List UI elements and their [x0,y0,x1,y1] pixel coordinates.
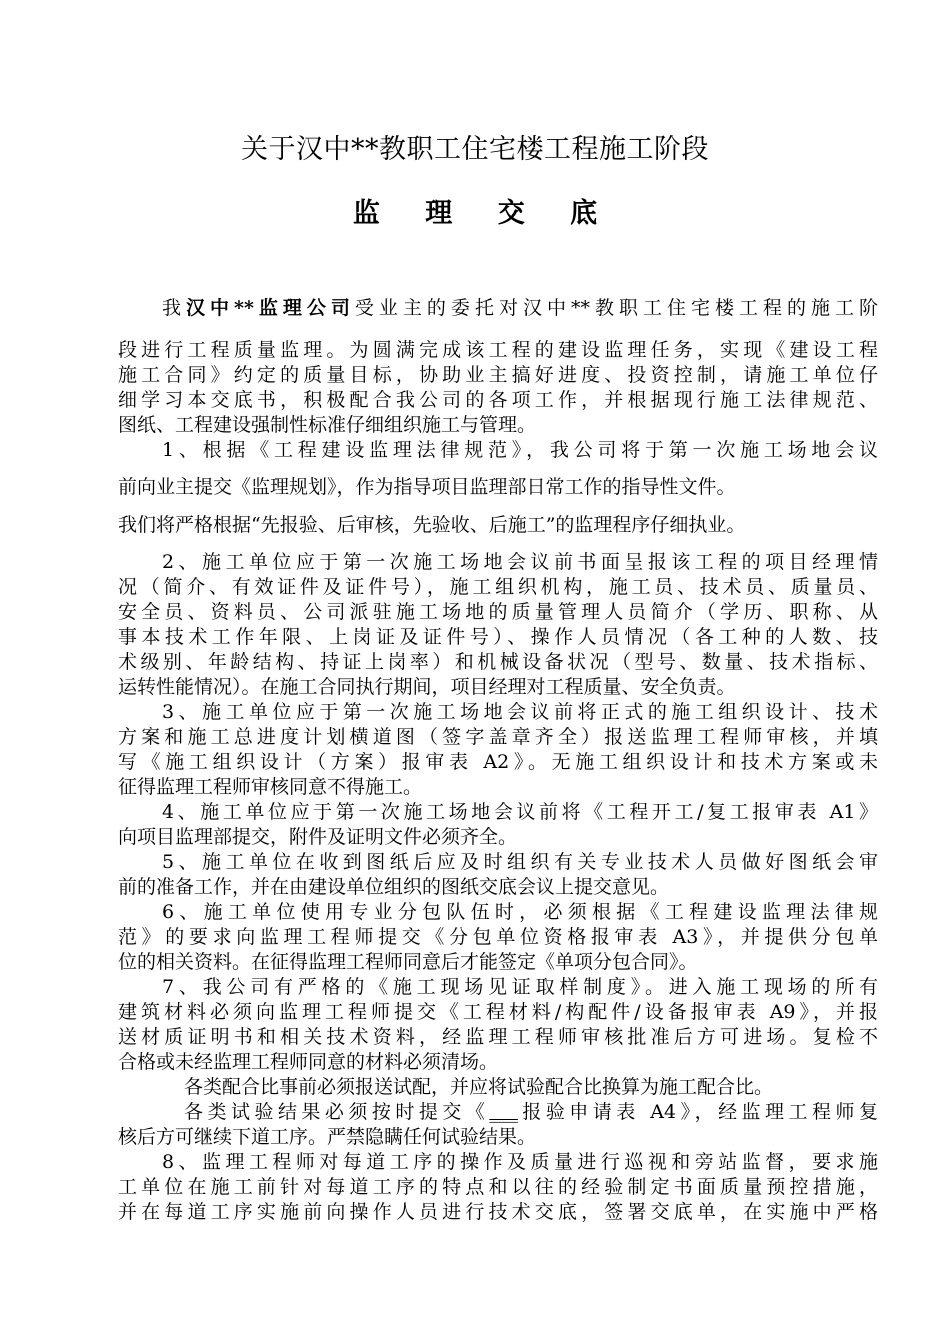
paragraph-8 [118,1150,878,1225]
paragraph-line: 核后方可继续下道工序。严禁隐瞒任何试验结果。 [118,1126,537,1148]
paragraph-line: 各类配合比事前必须报送试配，并应将试验配合比换算为施工配合比。 [184,1076,774,1098]
paragraph-line: 4、施工单位应于第一次施工场地会议前将《工程开工/复工报审表 A1》 [162,801,878,823]
paragraph-line: 范》的要求向监理工程师提交《分包单位资格报审表 A3》，并提供分包单 [118,926,878,948]
paragraph-line: 并在每道工序实施前向操作人员进行技术交底，签署交底单，在实施中严格 [118,1201,878,1223]
paragraph-line: 方案和施工总进度计划横道图（签字盖章齐全）报送监理工程师审核，并填 [118,726,878,748]
paragraph-text: 报验申请表 A4》，经监理工程师复 [517,1101,878,1123]
document-subtitle [0,196,950,232]
paragraph-line: 施工合同》约定的质量目标，协助业主搞好进度、投资控制，请施工单位仔 [118,364,878,386]
paragraph-line: 细学习本交底书，积极配合我公司的各项工作，并根据现行施工法律规范、 [118,389,878,411]
intro-paragraph [118,296,878,438]
paragraph-line: 图纸、工程建设强制性标准仔细组织施工与管理。 [118,414,537,436]
paragraph-1 [118,438,878,538]
paragraph-line: 7、我公司有严格的《施工现场见证取样制度》。进入施工现场的所有 [162,976,878,998]
paragraph-line: 8、监理工程师对每道工序的操作及质量进行巡视和旁站监督，要求施 [162,1151,878,1173]
paragraph-2 [118,550,878,700]
paragraph-line: 段进行工程质量监理。为圆满完成该工程的建设监理任务，实现《建设工程 [118,339,878,361]
paragraph-line: 向项目监理部提交，附件及证明文件必须齐全。 [118,826,518,848]
paragraph-line: 写《施工组织设计（方案）报审表 A2》。无施工组织设计和技术方案或未 [118,751,878,773]
document-body [118,296,878,1225]
paragraph-7 [118,975,878,1150]
paragraph-line: 2、施工单位应于第一次施工场地会议前书面呈报该工程的项目经理情 [162,551,878,573]
paragraph-line: 况（简介、有效证件及证件号），施工组织机构，施工员、技术员、质量员、 [118,576,878,598]
document-title: 关于汉中**教职工住宅楼工程施工阶段 [241,134,709,165]
paragraph-line: 我们将严格根据“先报验、后审核，先验收、后施工”的监理程序仔细执业。 [118,514,746,536]
paragraph-line: 5、施工单位在收到图纸后应及时组织有关专业技术人员做好图纸会审 [162,851,878,873]
intro-prefix: 我 [162,297,187,319]
paragraph-line: 合格或未经监理工程师同意的材料必须清场。 [118,1051,499,1073]
paragraph-line: 建筑材料必须向监理工程师提交《工程材料/构配件/设备报审表 A9》，并报 [118,1001,878,1023]
paragraph-6 [118,900,878,975]
paragraph-line: 6、施工单位使用专业分包队伍时，必须根据《工程建设监理法律规 [162,901,878,923]
paragraph-line: 运转性能情况）。在施工合同执行期间，项目经理对工程质量、安全负责。 [118,676,736,698]
paragraph-line: 送材质证明书和相关技术资料，经监理工程师审核批准后方可进场。复检不 [118,1026,878,1048]
intro-text: 受业主的委托对汉中**教职工住宅楼工程的施工阶 [354,297,878,319]
paragraph-line: 工单位在施工前针对每道工序的特点和以往的经验制定书面质量预控措施， [118,1176,878,1198]
subtitle-char: 理 [425,198,453,229]
paragraph-line: 位的相关资料。在征得监理工程师同意后才能签定《单项分包合同》。 [118,951,698,973]
paragraph-text: 各类试验结果必须按时提交《 [184,1101,490,1123]
paragraph-4 [118,800,878,850]
paragraph-3 [118,700,878,800]
subtitle-char: 监 [352,198,380,229]
blank-field: ___ [489,1101,518,1123]
paragraph-line: 前向业主提交《监理规划》，作为指导项目监理部日常工作的指导性文件。 [118,476,736,498]
subtitle-char: 交 [497,198,525,229]
paragraph-line: 3、施工单位应于第一次施工场地会议前将正式的施工组织设计、技术 [162,701,878,723]
paragraph-line: 征得监理工程师审核同意不得施工。 [118,776,423,798]
paragraph-line: 事本技术工作年限、上岗证及证件号）、操作人员情况（各工种的人数、技 [118,626,878,648]
paragraph-line: 1、根据《工程建设监理法律规范》，我公司将于第一次施工场地会议 [162,439,878,461]
paragraph-line: 术级别、年龄结构、持证上岗率）和机械设备状况（型号、数量、技术指标、 [118,651,878,673]
company-name: 汉中**监理公司 [186,297,355,319]
paragraph-5 [118,850,878,900]
paragraph-line: 前的准备工作，并在由建设单位组织的图纸交底会议上提交意见。 [118,876,670,898]
paragraph-line: 安全员、资料员、公司派驻施工场地的质量管理人员简介（学历、职称、从 [118,601,878,623]
subtitle-char: 底 [570,198,598,229]
